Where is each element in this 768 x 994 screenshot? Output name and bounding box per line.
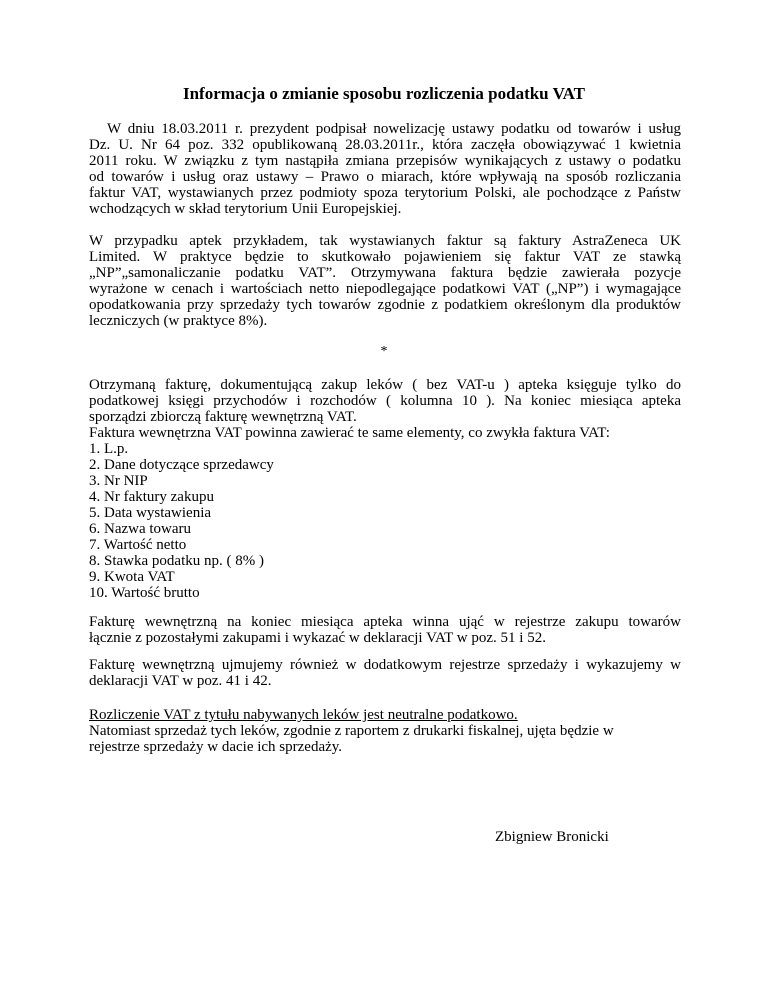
list-item: 10. Wartość brutto <box>89 585 200 601</box>
paragraph-intro <box>89 121 681 217</box>
text-line: wchodzących w skład terytorium Unii Europejskiej. <box>89 201 402 217</box>
list-item: 7. Wartość netto <box>89 537 187 553</box>
paragraph-pharmacy-example <box>89 233 681 329</box>
list-item: 1. L.p. <box>89 441 129 457</box>
text-line: deklaracji VAT w poz. 41 i 42. <box>89 673 272 689</box>
text-line: od towarów i usług oraz ustawy – Prawo o miarach, które wpływają na sposób rozliczania <box>89 169 681 185</box>
list-item: 2. Dane dotyczące sprzedawcy <box>89 457 274 473</box>
paragraph-conclusion <box>89 707 681 755</box>
text-line: Fakturę wewnętrzną na koniec miesiąca apteka winna ująć w rejestrze zakupu towarów <box>89 614 681 630</box>
text-line: Natomiast sprzedaż tych leków, zgodnie z raportem z drukarki fiskalnej, ujęta będzie w <box>89 723 614 739</box>
text-line: opodatkowania przy sprzedaży tych towarów zgodnie z podatkiem określonym dla produktów <box>89 297 681 313</box>
text-line: „NP”„samonaliczanie podatku VAT”. Otrzymywana faktura będzie zawierała pozycje <box>89 265 681 281</box>
list-intro: Faktura wewnętrzna VAT powinna zawierać te same elementy, co zwykła faktura VAT: <box>89 425 610 441</box>
text-line: Otrzymaną fakturę, dokumentującą zakup leków ( bez VAT-u ) apteka księguje tylko do <box>89 377 681 393</box>
invoice-elements-list <box>89 441 681 601</box>
text-line: sporządzi zbiorczą fakturę wewnętrzną VAT. <box>89 409 357 425</box>
text-line: faktur VAT, wystawianych przez podmioty spoza terytorium Polski, ale pochodzące z Państw <box>89 185 681 201</box>
list-item: 9. Kwota VAT <box>89 569 175 585</box>
text-line: łącznie z pozostałymi zakupami i wykazać w deklaracji VAT w poz. 51 i 52. <box>89 630 546 646</box>
text-line: leczniczych (w praktyce 8%). <box>89 313 268 329</box>
list-item: 6. Nazwa towaru <box>89 521 192 537</box>
section-separator: * <box>380 344 388 359</box>
text-line: W dniu 18.03.2011 r. prezydent podpisał nowelizację ustawy podatku od towarów i usług <box>107 121 681 137</box>
paragraph-sales-register <box>89 657 681 689</box>
text-line: W przypadku aptek przykładem, tak wystawianych faktur są faktury AstraZeneca UK <box>89 233 681 249</box>
text-line: Dz. U. Nr 64 poz. 332 opublikowaną 28.03.2011r., która zaczęła obowiązywać 1 kwietnia <box>89 137 681 153</box>
text-line: 2011 roku. W związku z tym nastąpiła zmiana przepisów wynikających z ustawy o podatku <box>89 153 681 169</box>
list-item: 5. Data wystawienia <box>89 505 212 521</box>
text-line: wyrażone w cenach i wartościach netto niepodlegające podatkowi VAT („NP”) i wymagające <box>89 281 681 297</box>
list-item: 3. Nr NIP <box>89 473 148 489</box>
text-line: Limited. W praktyce będzie to skutkowało pojawieniem się faktur VAT ze stawką <box>89 249 681 265</box>
paragraph-booking <box>89 377 681 441</box>
underlined-statement: Rozliczenie VAT z tytułu nabywanych leków jest neutralne podatkowo. <box>89 707 518 723</box>
list-item: 4. Nr faktury zakupu <box>89 489 214 505</box>
paragraph-purchase-register <box>89 614 681 646</box>
text-line: podatkowej księgi przychodów i rozchodów ( kolumna 10 ). Na koniec miesiąca apteka <box>89 393 681 409</box>
list-item: 8. Stawka podatku np. ( 8% ) <box>89 553 264 569</box>
author-signature: Zbigniew Bronicki <box>495 829 609 845</box>
text-line: rejestrze sprzedaży w dacie ich sprzedaży. <box>89 739 343 755</box>
text-line: Fakturę wewnętrzną ujmujemy również w dodatkowym rejestrze sprzedaży i wykazujemy w <box>89 657 681 673</box>
document-title: Informacja o zmianie sposobu rozliczenia podatku VAT <box>182 84 586 103</box>
